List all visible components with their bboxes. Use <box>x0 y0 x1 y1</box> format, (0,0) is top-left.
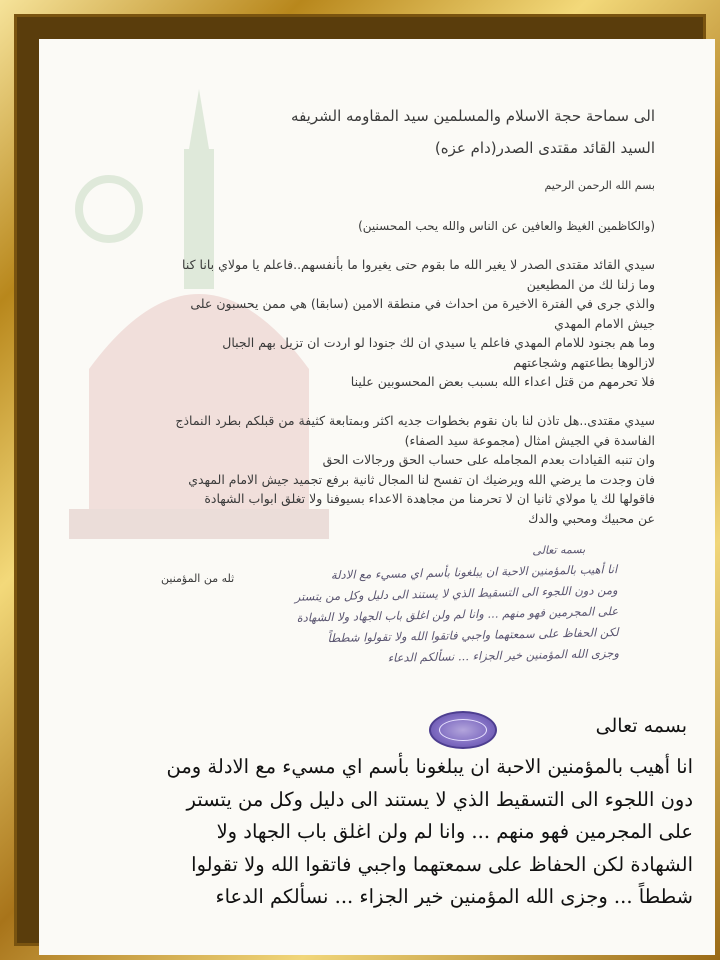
transcription-title: بسمه تعالى <box>595 715 687 737</box>
transcription-line: على المجرمين فهو منهم ... وانا لم ولن اغلق باب الجهاد ولا <box>216 820 693 843</box>
letter-paragraph-2 <box>115 411 655 528</box>
letter-line: جيش الامام المهدي <box>554 315 655 331</box>
seal-stamp-icon <box>429 711 497 749</box>
letter-line: والذي جرى في الفترة الاخيرة من احداث في منطقة الامين (سابقا) هي ممن يحسبون على <box>190 296 655 311</box>
letter-line: سيدي مقتدى..هل تاذن لنا بان نقوم بخطوات جديه اكثر وبمتابعة كثيفة من قبلكم بطرد النماذج <box>175 413 655 428</box>
letter-signature: ثله من المؤمنين <box>161 572 235 585</box>
transcription-line: انا أهيب بالمؤمنين الاحبة ان يبلغونا بأسم اي مسيء مع الادلة ومن <box>166 755 693 778</box>
transcription-line: الشهادة لكن الحفاظ على سمعتهما واجبي فاتقوا الله ولا تقولوا <box>191 852 693 876</box>
handwritten-reply <box>177 559 619 673</box>
letter-line: وما زلنا لك من المطيعين <box>526 276 655 292</box>
quran-verse: (والكاظمين الغيظ والعافين عن الناس والله يحب المحسنين) <box>358 219 655 233</box>
transcription-body <box>57 751 693 914</box>
letter-line: فلا تحرمهم من قتل اعداء الله بسبب بعض المحسوبين علينا <box>350 374 655 389</box>
handwritten-line: ومن دون اللجوء الى التسقيط الذي لا يستند الى دليل وكل من يتستر <box>294 582 618 604</box>
address-line-1: الى سماحة حجة الاسلام والمسلمين سيد المقاومه الشريفه <box>291 107 655 125</box>
letter-paper <box>39 39 715 955</box>
letter-line: الفاسدة في الجيش امثال (مجموعة سيد الصفاء) <box>404 432 655 448</box>
letter-paragraph-1 <box>115 255 655 392</box>
handwritten-line: انا أهيب بالمؤمنين الاحبة ان يبلغونا بأسم اي مسيء مع الادلة <box>330 561 618 582</box>
address-line-2: السيد القائد مقتدى الصدر(دام عزه) <box>434 139 655 157</box>
frame-border <box>14 14 706 946</box>
letter-line: سيدي القائد مقتدى الصدر لا يغير الله ما بقوم حتى يغيروا ما بأنفسهم..فاعلم يا مولاي بانا كنا <box>182 257 655 272</box>
letter-line: وما هم بجنود للامام المهدي فاعلم يا سيدي ان لك جنودا لو اردت ان تزيل بهم الجبال <box>222 335 655 350</box>
letter-line: عن محبيك ومحبي والدك <box>528 510 655 526</box>
seal-inner-ring <box>439 719 487 741</box>
letter-line: فان وجدت ما يرضي الله ويرضيك ان تفسح لنا المجال ثانية برفع تجميد جيش الامام المهدي <box>188 471 655 487</box>
transcription-line: شططاً ... وجزى الله المؤمنين خير الجزاء ... نسألكم الدعاء <box>215 885 693 908</box>
letter-line: وان تنبه القيادات بعدم المجامله على حساب الحق ورجالات الحق <box>322 452 655 467</box>
basmala: بسم الله الرحمن الرحيم <box>544 179 655 192</box>
handwritten-title: بسمه تعالى <box>532 542 586 558</box>
letter-line: لازالوها بطاعتهم وشجاعتهم <box>513 354 655 370</box>
transcription-line: دون اللجوء الى التسقيط الذي لا يستند الى دليل وكل من يتستر <box>186 787 693 811</box>
handwritten-line: وجزى الله المؤمنين خير الجزاء ... نسألكم الدعاء <box>387 645 620 665</box>
handwritten-line: على المجرمين فهو منهم ... وانا لم ولن اغلق باب الجهاد ولا الشهادة <box>296 603 619 625</box>
letter-line: فاقولها لك يا مولاي ثانيا ان لا تحرمنا من مجاهدة الاعداء بسيوفنا ولا تغلق ابواب الشهادة <box>204 491 655 506</box>
handwritten-line: لكن الحفاظ على سمعتهما واجبي فاتقوا الله ولا تقولوا شططاً <box>327 624 619 646</box>
